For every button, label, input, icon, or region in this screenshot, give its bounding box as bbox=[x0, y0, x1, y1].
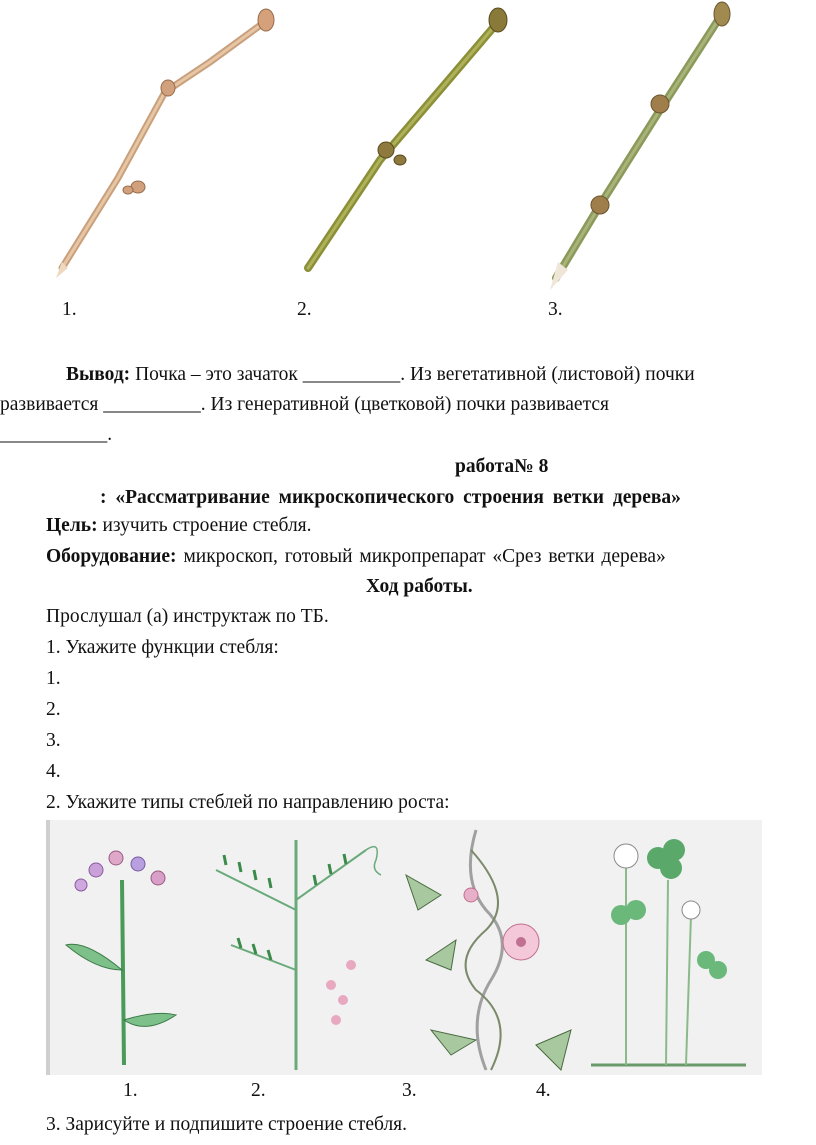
work-title: работа№ 8 bbox=[455, 456, 549, 477]
conclusion-label: Вывод: bbox=[66, 364, 131, 385]
blank-item-1: 1. bbox=[46, 668, 61, 689]
blank-item-3: 3. bbox=[46, 730, 61, 751]
twig-2-image bbox=[308, 8, 507, 268]
task-1: 1. Укажите функции стебля: bbox=[46, 637, 279, 658]
plant-label-4: 4. bbox=[536, 1080, 551, 1101]
plant-label-1: 1. bbox=[123, 1080, 138, 1101]
plant-label-2: 2. bbox=[251, 1080, 266, 1101]
plant-label-3: 3. bbox=[402, 1080, 417, 1101]
progress-title: Ход работы. bbox=[366, 576, 473, 597]
blank-item-2: 2. bbox=[46, 699, 61, 720]
twig-label-1: 1. bbox=[62, 299, 77, 320]
briefing-text: Прослушал (а) инструктаж по ТБ. bbox=[46, 606, 329, 627]
twig-1-image bbox=[56, 9, 274, 278]
goal-text: изучить строение стебля. bbox=[102, 515, 312, 536]
task-3: 3. Зарисуйте и подпишите строение стебля. bbox=[46, 1114, 408, 1135]
twig-label-3: 3. bbox=[548, 299, 563, 320]
twig-label-2: 2. bbox=[297, 299, 312, 320]
conclusion-line-2: развивается __________. Из генеративной (цветковой) почки развивается bbox=[0, 394, 609, 415]
equipment-line bbox=[46, 546, 666, 568]
twig-3-image bbox=[550, 2, 730, 290]
task-2: 2. Укажите типы стеблей по направлению роста: bbox=[46, 792, 450, 813]
conclusion-line-3: ___________. bbox=[0, 424, 113, 445]
equipment-text: микроскоп, готовый микропрепарат «Срез ветки дерева» bbox=[183, 546, 666, 567]
conclusion-text-1: Почка – это зачаток __________. Из вегетативной (листовой) почки bbox=[135, 364, 695, 385]
work-topic: : «Рассматривание микроскопического строения ветки дерева» bbox=[100, 487, 681, 508]
goal-label: Цель: bbox=[46, 515, 98, 536]
goal-line bbox=[46, 515, 312, 537]
blank-item-4: 4. bbox=[46, 761, 61, 782]
conclusion-line-1 bbox=[66, 364, 695, 386]
plant-illustrations bbox=[46, 820, 762, 1075]
twig-illustrations bbox=[0, 0, 816, 300]
equipment-label: Оборудование: bbox=[46, 546, 177, 567]
